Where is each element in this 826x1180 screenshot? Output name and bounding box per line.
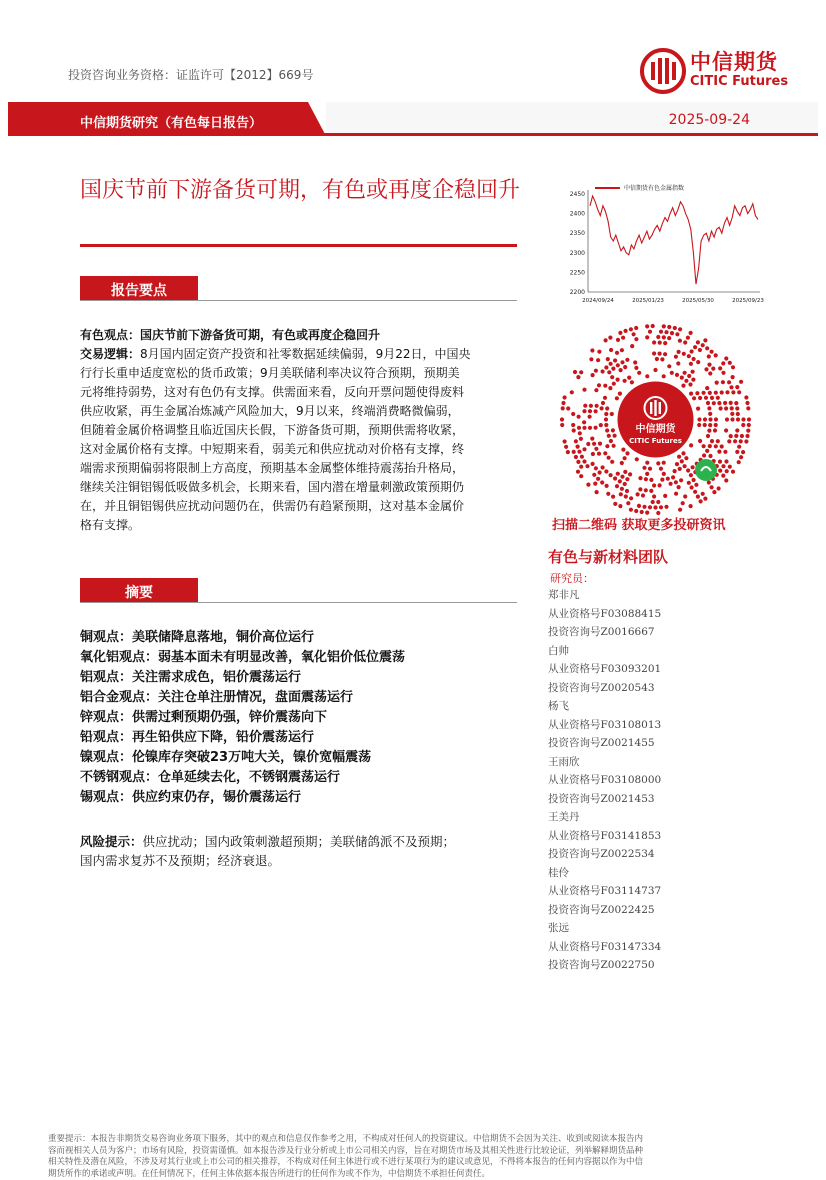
staff-line: 张远 — [548, 919, 748, 938]
summary-item-alumina — [80, 648, 525, 668]
summary-label: 镍观点： — [80, 750, 132, 765]
disclaimer-line: 相关特性及潜在风险，不涉及对其行业或上市公司的相关推荐，不构成对任何主体进行或不进行某项行为的建议或意见，不得将本报告的任何内容据以作为中信 — [48, 1157, 783, 1169]
key-points-body — [80, 326, 525, 535]
staff-line: 杨飞 — [548, 697, 748, 716]
summary-tag — [80, 578, 198, 602]
risk-label: 风险提示： — [80, 834, 143, 849]
summary-item-copper — [80, 628, 525, 648]
chart-y-tick-label: 2250 — [570, 269, 585, 276]
disclaimer-line: 期货所作的承诺或声明。在任何情况下，任何主体依据本报告所进行的任何作为或不作为，中信期货不承担任何责任。 — [48, 1169, 783, 1180]
staff-list — [548, 586, 748, 975]
staff-line: 郑非凡 — [548, 586, 748, 605]
researchers-label: 研究员： — [550, 570, 594, 586]
chart-y-tick-label: 2200 — [570, 289, 585, 296]
logic-line-8: 在，并且铜铝锡供应扰动问题仍在，供需仍有趋紧预期，这对基本金属价 — [80, 497, 525, 516]
disclaimer-line: 容而视相关人员为客户；市场有风险，投资需谨慎。如本报告涉及行业分析或上市公司相关内容，旨在对期货市场及其相关性进行比较论证，列举解释期货品种 — [48, 1146, 783, 1158]
risk-text-1: 供应扰动；国内政策刺激超预期；美联储鸽派不及预期； — [143, 834, 456, 849]
risk-line-1 — [80, 832, 520, 851]
summary-label: 铅观点： — [80, 730, 132, 745]
staff-line: 从业资格号F03147334 — [548, 938, 748, 957]
chart-y-tick-label: 2300 — [570, 250, 585, 257]
chart-x-tick-label: 2024/09/24 — [582, 298, 614, 304]
logic-line-5: 这对金属价格有支撑。中短期来看，弱美元和供应扰动对价格有支撑，终 — [80, 440, 525, 459]
staff-line: 从业资格号F03141853 — [548, 827, 748, 846]
summary-text: 供应约束仍存，锡价震荡运行 — [132, 790, 301, 805]
report-banner — [8, 102, 818, 136]
logic-line-9: 格有支撑。 — [80, 516, 525, 535]
summary-item-stainless — [80, 768, 525, 788]
staff-line: 从业资格号F03088415 — [548, 605, 748, 624]
logic-line-4: 但随着金属价格调整且临近国庆长假，下游备货可期，预期供需将收紧， — [80, 421, 525, 440]
chart-y-tick-label: 2400 — [570, 211, 585, 218]
staff-line: 投资咨询号Z0021455 — [548, 734, 748, 753]
summary-text: 弱基本面未有明显改善，氧化铝价低位震荡 — [158, 650, 405, 665]
staff-line: 投资咨询号Z0016667 — [548, 623, 748, 642]
logo-cn-text: 中信期货 — [690, 46, 778, 76]
view-label: 有色观点： — [80, 328, 140, 342]
citic-logo-icon — [640, 48, 686, 94]
risk-line-2: 国内需求复苏不及预期；经济衰退。 — [80, 851, 520, 870]
staff-line: 王雨欣 — [548, 753, 748, 772]
staff-line: 王美丹 — [548, 808, 748, 827]
disclaimer-line: 重要提示：本报告非期货交易咨询业务项下服务，其中的观点和信息仅作参考之用，不构成对任何人的投资建议。中信期货不会因为关注、收到或阅读本报告内 — [48, 1134, 783, 1146]
summary-label: 氧化铝观点： — [80, 650, 158, 665]
logic-label: 交易逻辑： — [80, 347, 140, 361]
logic-line-2: 元将维持弱势，这对有色仍有支撑。供需面来看，反向开票问题使得废料 — [80, 383, 525, 402]
logic-line-6: 端需求预期偏弱将限制上方高度，预期基本金属整体维持震荡抬升格局， — [80, 459, 525, 478]
staff-line: 从业资格号F03108000 — [548, 771, 748, 790]
mini-program-icon — [695, 459, 717, 481]
logic-line-7: 继续关注铜铝锡低吸做多机会，长期来看，国内潜在增量刺激政策预期仍 — [80, 478, 525, 497]
view-text: 国庆节前下游备货可期，有色或再度企稳回升 — [140, 328, 380, 342]
summary-item-nickel — [80, 748, 525, 768]
summary-item-lead — [80, 728, 525, 748]
report-date: 2025-09-24 — [669, 112, 750, 128]
citic-futures-logo — [640, 44, 810, 100]
logic-line-3: 供应收紧，再生金属冶炼减产风险加大，9月以来，终端消费略微偏弱， — [80, 402, 525, 421]
summary-text: 仓单延续去化，不锈钢震荡运行 — [158, 770, 340, 785]
summary-item-aluminum-alloy — [80, 688, 525, 708]
chart-y-tick-label: 2450 — [570, 191, 585, 198]
staff-line: 从业资格号F03108013 — [548, 716, 748, 735]
summary-tag-label: 摘要 — [80, 582, 198, 602]
metals-index-chart — [560, 180, 765, 310]
summary-item-aluminum — [80, 668, 525, 688]
summary-label: 铝观点： — [80, 670, 132, 685]
chart-series-line — [590, 196, 758, 284]
summary-list — [80, 628, 525, 808]
staff-line: 投资咨询号Z0022425 — [548, 901, 748, 920]
qr-code[interactable] — [558, 322, 753, 517]
staff-line: 从业资格号F03093201 — [548, 660, 748, 679]
logo-en-text: CITIC Futures — [690, 74, 788, 89]
staff-line: 桂伶 — [548, 864, 748, 883]
risk-notice — [80, 832, 520, 870]
team-title: 有色与新材料团队 — [548, 546, 668, 567]
banner-title: 中信期货研究（有色每日报告） — [80, 112, 262, 131]
chart-x-tick-label: 2025/09/23 — [732, 298, 764, 304]
summary-label: 锌观点： — [80, 710, 132, 725]
key-points-rule — [80, 300, 517, 301]
license-text: 投资咨询业务资格：证监许可【2012】669号 — [68, 66, 313, 83]
summary-text: 关注仓单注册情况，盘面震荡运行 — [158, 690, 353, 705]
summary-item-zinc — [80, 708, 525, 728]
logic-line-0 — [80, 345, 525, 364]
summary-text: 供需过剩预期仍强，锌价震荡向下 — [132, 710, 327, 725]
view-line — [80, 326, 525, 345]
summary-text: 美联储降息落地，铜价高位运行 — [132, 630, 314, 645]
summary-text: 关注需求成色，铝价震荡运行 — [132, 670, 301, 685]
report-title: 国庆节前下游备货可期，有色或再度企稳回升 — [80, 174, 520, 207]
logic-line-1: 行行长重申适度宽松的货币政策；9月美联储利率决议符合预期，预期美 — [80, 364, 525, 383]
summary-label: 不锈钢观点： — [80, 770, 158, 785]
qr-center-cn: 中信期货 — [636, 422, 677, 435]
summary-text: 伦镍库存突破23万吨大关，镍价宽幅震荡 — [132, 750, 371, 765]
chart-legend-label: 中信期货有色金属指数 — [624, 184, 684, 192]
chart-svg — [560, 180, 765, 310]
disclaimer — [48, 1134, 783, 1180]
summary-label: 锡观点： — [80, 790, 132, 805]
chart-x-tick-label: 2025/01/23 — [632, 298, 664, 304]
staff-line: 投资咨询号Z0020543 — [548, 679, 748, 698]
staff-line: 投资咨询号Z0022750 — [548, 956, 748, 975]
qr-center-en: CITIC Futures — [629, 437, 682, 445]
staff-line: 投资咨询号Z0022534 — [548, 845, 748, 864]
title-divider — [80, 244, 517, 247]
summary-label: 铜观点： — [80, 630, 132, 645]
summary-label: 铝合金观点： — [80, 690, 158, 705]
staff-line: 投资咨询号Z0021453 — [548, 790, 748, 809]
summary-text: 再生铅供应下降，铅价震荡运行 — [132, 730, 314, 745]
chart-x-tick-label: 2025/05/30 — [682, 298, 714, 304]
key-points-tag — [80, 276, 198, 300]
staff-line: 白帅 — [548, 642, 748, 661]
chart-y-tick-label: 2350 — [570, 230, 585, 237]
qr-caption: 扫描二维码 获取更多投研资讯 — [552, 514, 762, 533]
summary-rule — [80, 602, 517, 603]
staff-line: 从业资格号F03114737 — [548, 882, 748, 901]
key-points-tag-label: 报告要点 — [80, 280, 198, 300]
logic-text-0: 8月国内固定资产投资和社零数据延续偏弱，9月22日，中国央 — [140, 347, 471, 361]
summary-item-tin — [80, 788, 525, 808]
qr-code-graphic — [558, 322, 753, 517]
